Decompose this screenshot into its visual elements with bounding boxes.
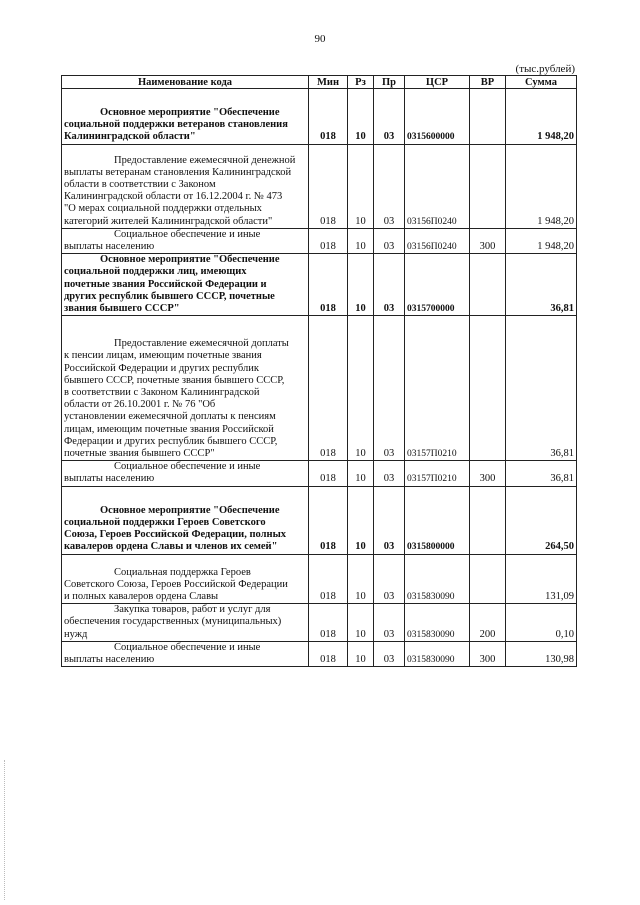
row-vr bbox=[470, 486, 506, 554]
row-min: 018 bbox=[309, 486, 348, 554]
row-pr: 03 bbox=[374, 486, 405, 554]
row-rz: 10 bbox=[348, 641, 374, 666]
table-row bbox=[62, 228, 577, 253]
row-name-line: Основное мероприятие "Обеспечение bbox=[100, 504, 280, 516]
row-name-line: Закупка товаров, работ и услуг для bbox=[114, 604, 271, 616]
row-name bbox=[62, 316, 309, 461]
row-name-line: в соответствии с Законом Калининградской bbox=[64, 387, 260, 399]
row-vr bbox=[470, 316, 506, 461]
row-name-line: Социальная поддержка Героев bbox=[114, 566, 251, 578]
header-vr: ВР bbox=[470, 76, 506, 89]
table-row bbox=[62, 461, 577, 486]
row-vr: 300 bbox=[470, 461, 506, 486]
row-csr: 03157П0210 bbox=[405, 461, 470, 486]
row-min: 018 bbox=[309, 641, 348, 666]
row-pr: 03 bbox=[374, 254, 405, 316]
row-csr: 0315830090 bbox=[405, 641, 470, 666]
row-rz: 10 bbox=[348, 486, 374, 554]
row-csr: 0315800000 bbox=[405, 486, 470, 554]
row-name-line: выплаты населению bbox=[64, 653, 155, 665]
row-min: 018 bbox=[309, 254, 348, 316]
row-pr: 03 bbox=[374, 228, 405, 253]
row-name bbox=[62, 228, 309, 253]
row-name-line: Калининградской области от 16.12.2004 г. № 473 bbox=[64, 191, 283, 203]
row-sum: 0,10 bbox=[506, 604, 577, 642]
row-rz: 10 bbox=[348, 461, 374, 486]
row-name-line: звания бывшего СССР" bbox=[64, 303, 180, 315]
table-row bbox=[62, 604, 577, 642]
row-min: 018 bbox=[309, 316, 348, 461]
row-csr: 0315830090 bbox=[405, 604, 470, 642]
row-name-line: области в соответствии с Законом bbox=[64, 179, 216, 191]
row-vr bbox=[470, 89, 506, 145]
row-name-line: Социальное обеспечение и иные bbox=[114, 461, 261, 473]
budget-table bbox=[61, 75, 577, 667]
row-name-line: установлении ежемесячной доплаты к пенсиям bbox=[64, 411, 276, 423]
row-name-line: почетные звания Российской Федерации и bbox=[64, 278, 267, 290]
row-min: 018 bbox=[309, 228, 348, 253]
row-name-line: выплаты населению bbox=[64, 473, 155, 485]
row-csr: 03156П0240 bbox=[405, 144, 470, 228]
row-csr: 03157П0210 bbox=[405, 316, 470, 461]
row-pr: 03 bbox=[374, 144, 405, 228]
row-name bbox=[62, 486, 309, 554]
row-name bbox=[62, 254, 309, 316]
header-pr: Пр bbox=[374, 76, 405, 89]
row-rz: 10 bbox=[348, 316, 374, 461]
row-rz: 10 bbox=[348, 144, 374, 228]
table-row bbox=[62, 89, 577, 145]
row-min: 018 bbox=[309, 554, 348, 604]
row-pr: 03 bbox=[374, 316, 405, 461]
table-row bbox=[62, 641, 577, 666]
row-name-line: почетные звания бывшего СССР" bbox=[64, 448, 215, 460]
row-name-line: бывшего СССР, почетные звания бывшего СССР, bbox=[64, 374, 285, 386]
page-number: 90 bbox=[314, 33, 326, 45]
row-min: 018 bbox=[309, 144, 348, 228]
row-rz: 10 bbox=[348, 89, 374, 145]
margin-scan-mark bbox=[4, 760, 6, 900]
row-vr: 200 bbox=[470, 604, 506, 642]
row-sum: 131,09 bbox=[506, 554, 577, 604]
row-csr: 03156П0240 bbox=[405, 228, 470, 253]
table-row bbox=[62, 554, 577, 604]
row-name-line: Калининградской области" bbox=[64, 131, 196, 143]
row-name-line: лицам, имеющим почетные звания Российской bbox=[64, 423, 274, 435]
row-csr: 0315600000 bbox=[405, 89, 470, 145]
row-name bbox=[62, 641, 309, 666]
row-vr bbox=[470, 254, 506, 316]
row-min: 018 bbox=[309, 89, 348, 145]
row-vr: 300 bbox=[470, 641, 506, 666]
row-vr bbox=[470, 554, 506, 604]
row-name bbox=[62, 461, 309, 486]
row-min: 018 bbox=[309, 461, 348, 486]
row-sum: 36,81 bbox=[506, 461, 577, 486]
row-sum: 130,98 bbox=[506, 641, 577, 666]
row-name-line: и полных кавалеров ордена Славы bbox=[64, 590, 219, 602]
row-sum: 1 948,20 bbox=[506, 144, 577, 228]
table-row bbox=[62, 316, 577, 461]
row-name-line: Социальное обеспечение и иные bbox=[114, 228, 261, 240]
row-name-line: нужд bbox=[64, 628, 88, 640]
row-sum: 1 948,20 bbox=[506, 89, 577, 145]
header-rz: Рз bbox=[348, 76, 374, 89]
row-name-line: области от 26.10.2001 г. № 76 "Об bbox=[64, 399, 216, 411]
row-rz: 10 bbox=[348, 254, 374, 316]
row-name-line: Союза, Героев Российской Федерации, полных bbox=[64, 529, 287, 541]
row-name-line: других республик бывшего СССР, почетные bbox=[64, 290, 275, 302]
row-sum: 264,50 bbox=[506, 486, 577, 554]
row-name-line: Предоставление ежемесячной доплаты bbox=[114, 338, 289, 350]
row-vr: 300 bbox=[470, 228, 506, 253]
row-csr: 0315700000 bbox=[405, 254, 470, 316]
row-rz: 10 bbox=[348, 554, 374, 604]
row-name-line: Основное мероприятие "Обеспечение bbox=[100, 107, 280, 118]
row-pr: 03 bbox=[374, 641, 405, 666]
row-vr bbox=[470, 144, 506, 228]
row-name-line: социальной поддержки лиц, имеющих bbox=[64, 266, 247, 278]
row-name-line: кавалеров ордена Славы и членов их семей" bbox=[64, 541, 278, 553]
row-name-line: выплаты населению bbox=[64, 241, 155, 253]
row-sum: 1 948,20 bbox=[506, 228, 577, 253]
row-name-line: Советского Союза, Героев Российской Федерации bbox=[64, 578, 288, 590]
row-pr: 03 bbox=[374, 461, 405, 486]
header-sum: Сумма bbox=[506, 76, 577, 89]
row-rz: 10 bbox=[348, 604, 374, 642]
row-name-line: к пенсии лицам, имеющим почетные звания bbox=[64, 350, 262, 362]
row-pr: 03 bbox=[374, 604, 405, 642]
row-name bbox=[62, 554, 309, 604]
row-name-line: Российской Федерации и других республик bbox=[64, 362, 259, 374]
row-name-line: социальной поддержки ветеранов становления bbox=[64, 119, 288, 131]
table-row bbox=[62, 144, 577, 228]
row-name bbox=[62, 144, 309, 228]
table-row bbox=[62, 486, 577, 554]
row-min: 018 bbox=[309, 604, 348, 642]
header-name: Наименование кода bbox=[62, 76, 309, 89]
row-name bbox=[62, 89, 309, 145]
table-header-row bbox=[62, 76, 577, 89]
row-pr: 03 bbox=[374, 554, 405, 604]
row-sum: 36,81 bbox=[506, 254, 577, 316]
header-csr: ЦСР bbox=[405, 76, 470, 89]
row-name-line: "О мерах социальной поддержки отдельных bbox=[64, 203, 262, 215]
row-sum: 36,81 bbox=[506, 316, 577, 461]
header-min: Мин bbox=[309, 76, 348, 89]
units-label: (тыс.рублей) bbox=[515, 63, 575, 75]
row-name-line: Социальное обеспечение и иные bbox=[114, 641, 261, 653]
table-row bbox=[62, 254, 577, 316]
row-name-line: обеспечения государственных (муниципальных) bbox=[64, 616, 282, 628]
row-pr: 03 bbox=[374, 89, 405, 145]
row-name-line: Основное мероприятие "Обеспечение bbox=[100, 254, 280, 266]
row-name bbox=[62, 604, 309, 642]
row-name-line: Предоставление ежемесячной денежной bbox=[114, 154, 296, 166]
row-csr: 0315830090 bbox=[405, 554, 470, 604]
row-name-line: выплаты ветеранам становления Калининградской bbox=[64, 166, 292, 178]
row-name-line: социальной поддержки Героев Советского bbox=[64, 516, 266, 528]
row-rz: 10 bbox=[348, 228, 374, 253]
row-name-line: Федерации и других республик бывшего СССР, bbox=[64, 435, 278, 447]
row-name-line: категорий жителей Калининградской области" bbox=[64, 215, 273, 227]
